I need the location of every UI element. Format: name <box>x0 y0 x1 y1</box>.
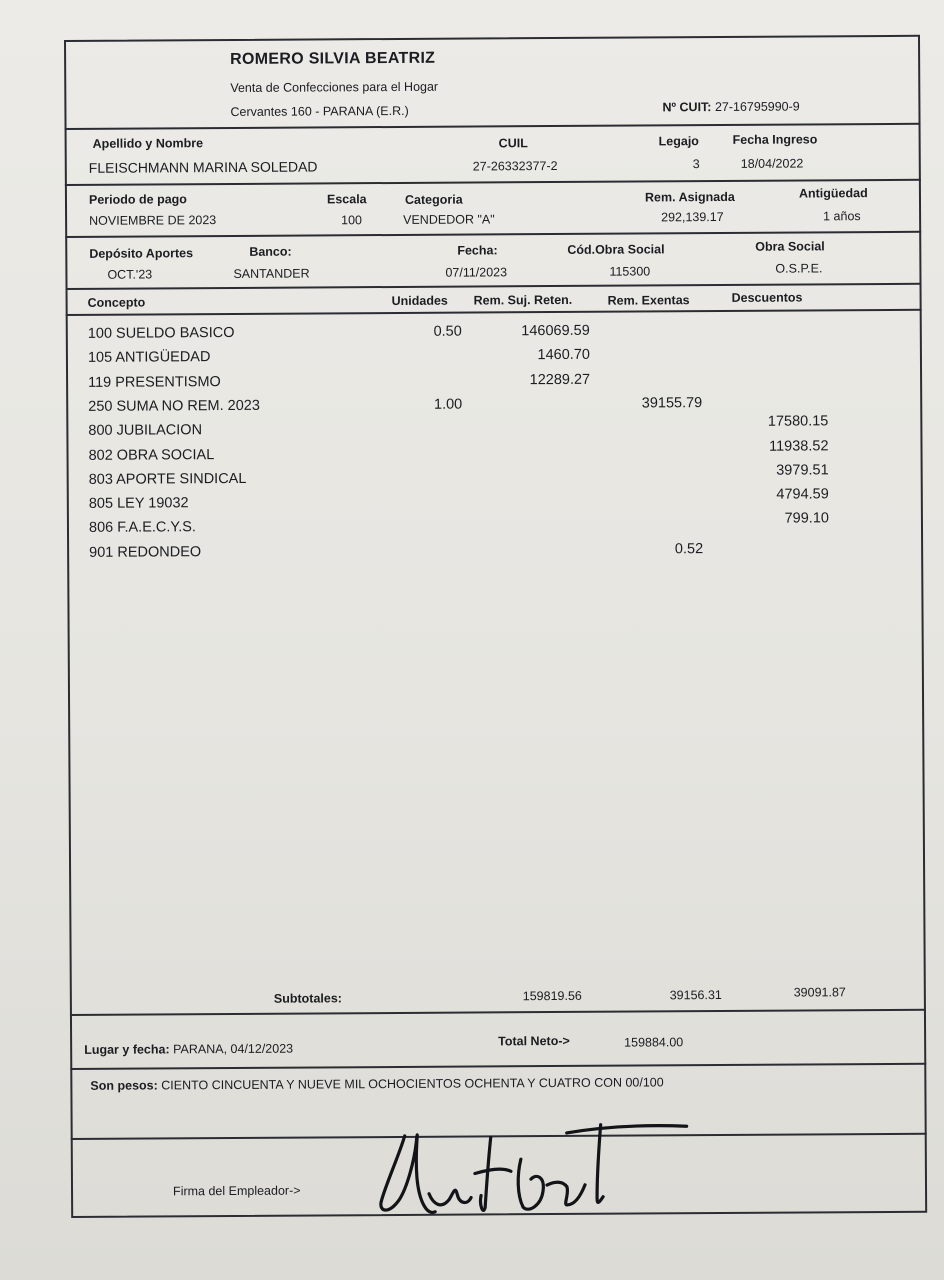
row-rem-exentas: 39155.79 <box>641 394 703 412</box>
subtotal-rem-suj: 159819.56 <box>522 988 582 1004</box>
banco-label: Banco: <box>249 244 292 259</box>
row-concepto: 805 LEY 19032 <box>88 495 189 512</box>
row-descuentos: 799.10 <box>784 510 829 527</box>
legajo-value: 3 <box>692 157 700 172</box>
row-unidades: 1.00 <box>433 396 463 413</box>
deposito-aportes-value: OCT.'23 <box>107 267 153 282</box>
row-concepto: 100 SUELDO BASICO <box>87 324 235 342</box>
row-concepto: 806 F.A.E.C.Y.S. <box>88 519 196 537</box>
employer-address: Cervantes 160 - PARANA (E.R.) <box>230 103 409 119</box>
cod-obra-social-label: Cód.Obra Social <box>567 242 665 257</box>
categoria-label: Categoria <box>404 192 463 207</box>
col-rem-exentas-header: Rem. Exentas <box>607 293 690 308</box>
firma-empleador-label: Firma del Empleador-> <box>172 1183 301 1199</box>
cuil-value: 27-26332377-2 <box>472 158 558 174</box>
employee-name: FLEISCHMANN MARINA SOLEDAD <box>88 158 318 176</box>
col-descuentos-header: Descuentos <box>731 290 803 305</box>
row-descuentos: 11938.52 <box>769 437 829 455</box>
row-descuentos: 3979.51 <box>776 462 829 479</box>
periodo-value: NOVIEMBRE DE 2023 <box>89 213 217 228</box>
row-concepto: 802 OBRA SOCIAL <box>88 446 215 464</box>
cuit-value: 27-16795990-9 <box>714 99 800 115</box>
row-rem-suj: 12289.27 <box>529 371 591 388</box>
rem-asignada-label: Rem. Asignada <box>644 189 735 205</box>
periodo-label: Periodo de pago <box>88 192 187 207</box>
row-concepto: 105 ANTIGÜEDAD <box>87 349 211 367</box>
obra-social-label: Obra Social <box>755 239 825 254</box>
rem-asignada-value: 292,139.17 <box>661 209 724 225</box>
employer-activity: Venta de Confecciones para el Hogar <box>230 79 439 95</box>
row-descuentos: 4794.59 <box>776 486 829 503</box>
antiguedad-value: 1 años <box>823 209 861 224</box>
antiguedad-label: Antigüedad <box>798 186 868 201</box>
deposito-aportes-label: Depósito Aportes <box>89 246 194 261</box>
row-concepto: 901 REDONDEO <box>89 543 202 561</box>
lugar-fecha-value: PARANA, 04/12/2023 <box>173 1041 294 1057</box>
cuit-value-group <box>662 99 799 116</box>
row-unidades: 0.50 <box>433 323 462 340</box>
fecha-deposito-label: Fecha: <box>457 243 498 258</box>
row-concepto: 250 SUMA NO REM. 2023 <box>88 397 260 415</box>
escala-label: Escala <box>326 192 367 207</box>
total-neto-value: 159884.00 <box>624 1035 684 1050</box>
total-neto-label: Total Neto-> <box>498 1033 570 1049</box>
subtotal-rem-exentas: 39156.31 <box>669 987 722 1003</box>
fecha-ingreso-label: Fecha Ingreso <box>732 132 818 147</box>
fecha-ingreso-value: 18/04/2022 <box>740 156 804 171</box>
row-concepto: 800 JUBILACION <box>88 422 203 440</box>
escala-value: 100 <box>341 213 363 228</box>
lugar-fecha-label: Lugar y fecha: <box>84 1042 170 1057</box>
cuit-label: Nº CUIT: <box>662 100 712 115</box>
subtotales-label: Subtotales: <box>273 991 342 1006</box>
obra-social-value: O.S.P.E. <box>775 261 823 276</box>
row-rem-exentas: 0.52 <box>674 540 704 557</box>
row-concepto: 119 PRESENTISMO <box>88 373 221 391</box>
col-rem-suj-header: Rem. Suj. Reten. <box>473 292 573 308</box>
legajo-label: Legajo <box>658 134 699 149</box>
col-concepto-header: Concepto <box>87 295 146 310</box>
categoria-value: VENDEDOR "A" <box>403 212 495 227</box>
row-descuentos: 17580.15 <box>767 413 829 430</box>
cod-obra-social-value: 115300 <box>609 264 651 279</box>
son-pesos-value: CIENTO CINCUENTA Y NUEVE MIL OCHOCIENTOS OCHENTA Y CUATRO CON 00/100 <box>161 1075 664 1093</box>
banco-value: SANTANDER <box>233 266 310 281</box>
row-rem-suj: 146069.59 <box>521 322 590 340</box>
lugar-fecha-group <box>84 1041 293 1058</box>
employee-name-label: Apellido y Nombre <box>92 136 204 151</box>
col-unidades-header: Unidades <box>391 293 448 309</box>
employer-signature <box>371 1114 692 1226</box>
fecha-deposito-value: 07/11/2023 <box>445 265 508 280</box>
row-concepto: 803 APORTE SINDICAL <box>88 470 247 488</box>
cuil-label: CUIL <box>498 136 528 151</box>
employer-name: ROMERO SILVIA BEATRIZ <box>230 49 436 68</box>
row-rem-suj: 1460.70 <box>537 347 590 364</box>
subtotal-descuentos: 39091.87 <box>793 985 846 1000</box>
son-pesos-label: Son pesos: <box>90 1078 158 1093</box>
payslip-document <box>64 35 931 1220</box>
